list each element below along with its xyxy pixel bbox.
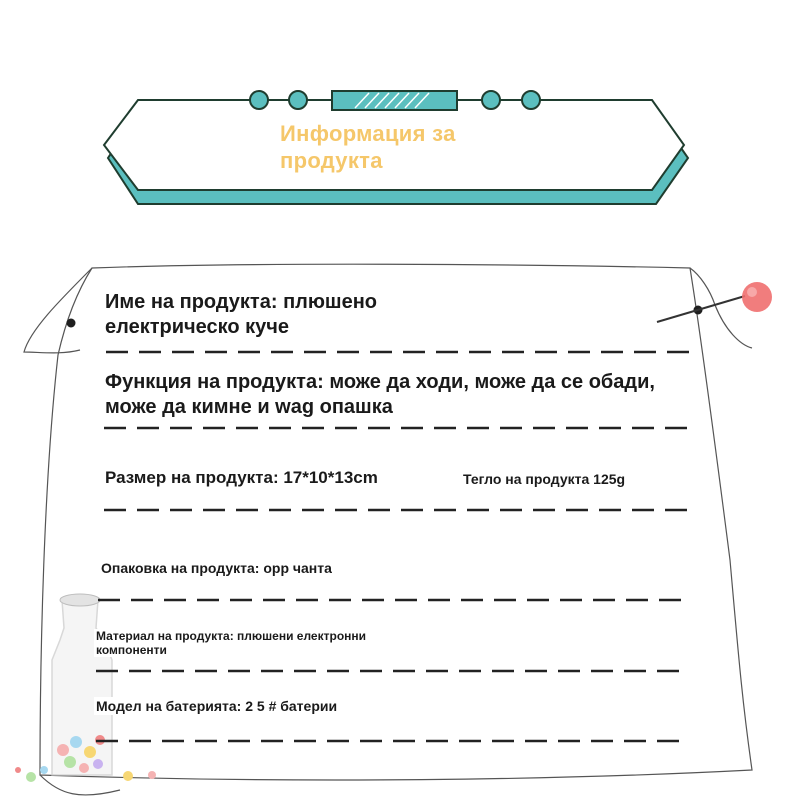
page-title: Информация за продукта [280, 121, 456, 173]
battery-field: Модел на батерията: 2 5 # батерии [96, 698, 338, 714]
candy-jar-icon [15, 594, 156, 782]
product-function-field: Функция на продукта: може да ходи, може да се обади, може да кимне и wag опашка [103, 370, 687, 420]
paper-sheet [24, 264, 752, 795]
product-name-field: Име на продукта: плюшено електрическо куче [103, 290, 447, 340]
material-field: Материал на продукта: плюшени електронни компоненти [94, 629, 428, 657]
packaging-field: Опаковка на продукта: opp чанта [101, 560, 332, 576]
product-size-field: Размер на продукта: 17*10*13cm [105, 468, 378, 487]
product-weight-field: Тегло на продукта 125g [463, 471, 626, 487]
paper-hole [67, 319, 76, 328]
